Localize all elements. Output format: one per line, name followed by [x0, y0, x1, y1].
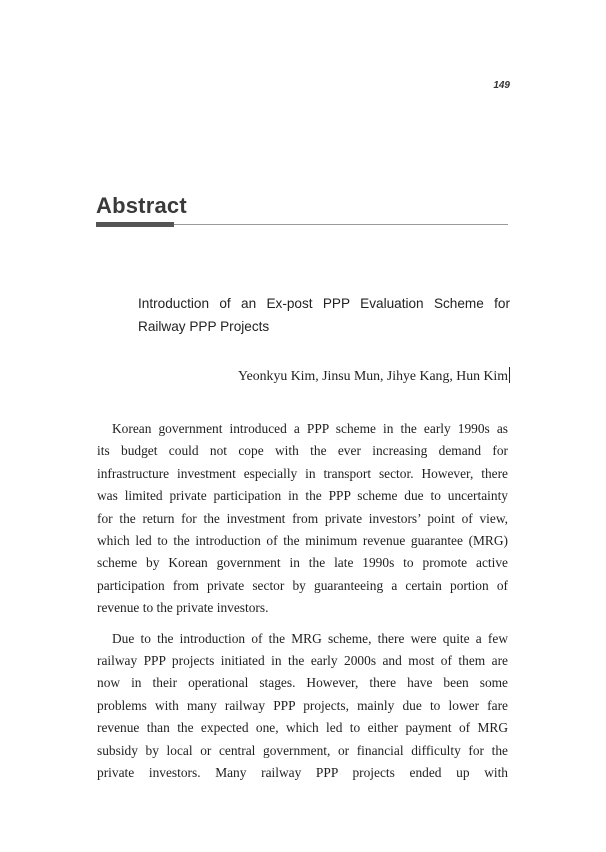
paragraph-line: for the return for the investment from private investors’ point of view, — [97, 510, 508, 526]
paragraph-line: its budget could not cope with the ever increasing demand for — [97, 443, 508, 459]
paragraph-line: Korean government introduced a PPP scheme in the early 1990s as — [112, 421, 508, 436]
page-number: 149 — [493, 80, 510, 91]
paragraph-line: participation from private sector by guaranteeing a certain portion of — [97, 577, 508, 593]
paragraph-line: problems with many railway PPP projects, mainly due to lower fare — [97, 697, 508, 713]
text-cursor — [509, 367, 510, 383]
paragraph-line: was limited private participation in the PPP scheme due to uncertainty — [97, 488, 508, 504]
paragraph-line: which led to the introduction of the minimum revenue guarantee (MRG) — [97, 533, 508, 549]
heading-accent-bar — [96, 222, 174, 227]
abstract-paragraph — [97, 418, 508, 620]
paragraph-line: Due to the introduction of the MRG scheme, there were quite a few — [112, 630, 508, 646]
authors — [238, 367, 510, 384]
paragraph-line: scheme by Korean government in the late 1990s to promote active — [97, 555, 508, 571]
paragraph-line: now in their operational stages. However, there have been some — [97, 675, 508, 691]
paragraph-line: infrastructure investment especially in transport sector. However, there — [97, 465, 508, 481]
paragraph-line: railway PPP projects initiated in the early 2000s and most of them are — [97, 653, 508, 669]
authors-text: Yeonkyu Kim, Jinsu Mun, Jihye Kang, Hun Kim — [238, 368, 508, 383]
paper-title-line: Railway PPP Projects — [138, 319, 270, 334]
paragraph-line: subsidy by local or central government, or financial difficulty for the — [97, 742, 508, 758]
paper-title-line: Introduction of an Ex-post PPP Evaluation Scheme for — [138, 296, 510, 311]
section-heading: Abstract — [96, 193, 187, 218]
paragraph-line: private investors. Many railway PPP projects ended up with — [97, 765, 508, 781]
abstract-paragraph — [97, 628, 508, 785]
paper-title — [138, 292, 510, 338]
paragraph-line: revenue than the expected one, which led to either payment of MRG — [97, 720, 508, 736]
abstract-body — [97, 418, 508, 793]
paragraph-line: revenue to the private investors. — [97, 600, 269, 616]
